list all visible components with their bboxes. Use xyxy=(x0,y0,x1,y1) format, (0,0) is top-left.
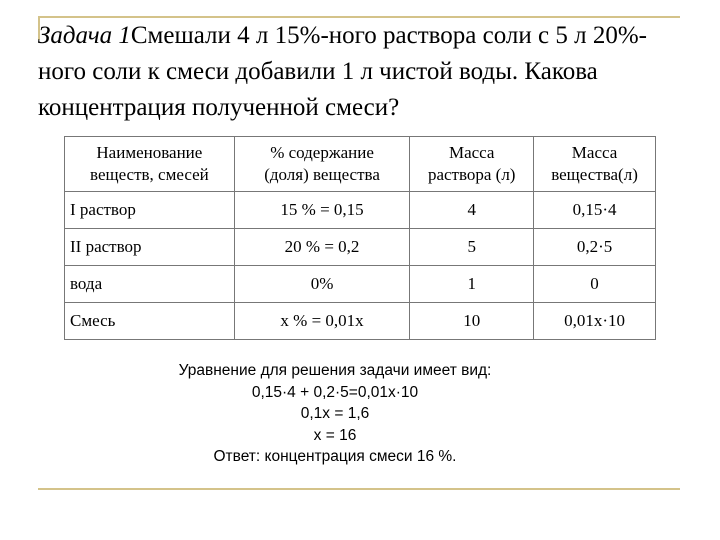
cell-name: I раствор xyxy=(65,192,235,229)
cell-percent: 20 % = 0,2 xyxy=(234,229,410,266)
cell-substance-mass: 0,15·4 xyxy=(534,192,656,229)
header-percent: % содержание (доля) вещества xyxy=(234,137,410,192)
equation-line: 0,1х = 1,6 xyxy=(300,405,370,422)
equation-line: 0,15·4 + 0,2·5=0,01х·10 xyxy=(251,383,419,401)
header-solution-mass: Масса раствора (л) xyxy=(410,137,534,192)
cell-substance-mass: 0,2·5 xyxy=(534,229,656,266)
table-row xyxy=(65,229,656,266)
cell-percent: 15 % = 0,15 xyxy=(234,192,410,229)
cell-name: II раствор xyxy=(65,229,235,266)
cell-solution-mass: 1 xyxy=(410,266,534,303)
cell-percent: 0% xyxy=(234,266,410,303)
cell-name: Смесь xyxy=(65,303,235,340)
problem-label: Задача 1 xyxy=(38,22,131,49)
header-substance: Наименование веществ, смесей xyxy=(65,137,235,192)
table-header-row xyxy=(65,137,656,192)
mixture-table xyxy=(64,136,656,340)
cell-name: вода xyxy=(65,266,235,303)
table-row xyxy=(65,303,656,340)
table-row xyxy=(65,266,656,303)
cell-substance-mass: 0,01х·10 xyxy=(534,303,656,340)
cell-solution-mass: 4 xyxy=(410,192,534,229)
table-row xyxy=(65,192,656,229)
solution-intro: Уравнение для решения задачи имеет вид: xyxy=(178,362,492,379)
cell-solution-mass: 10 xyxy=(410,303,534,340)
solution-block xyxy=(130,360,540,468)
equation-line: х = 16 xyxy=(313,426,357,444)
cell-solution-mass: 5 xyxy=(410,229,534,266)
cell-substance-mass: 0 xyxy=(534,266,656,303)
problem-statement xyxy=(38,18,678,126)
bottom-rule xyxy=(38,488,680,490)
header-substance-mass: Масса вещества(л) xyxy=(534,137,656,192)
problem-text: Смешали 4 л 15%-ного раствора соли с 5 л 20%-ного соли к смеси добавили 1 л чистой воды. Какова концентрация полученной смеси? xyxy=(38,22,647,121)
answer-line: Ответ: концентрация смеси 16 %. xyxy=(213,448,457,465)
cell-percent: х % = 0,01х xyxy=(234,303,410,340)
